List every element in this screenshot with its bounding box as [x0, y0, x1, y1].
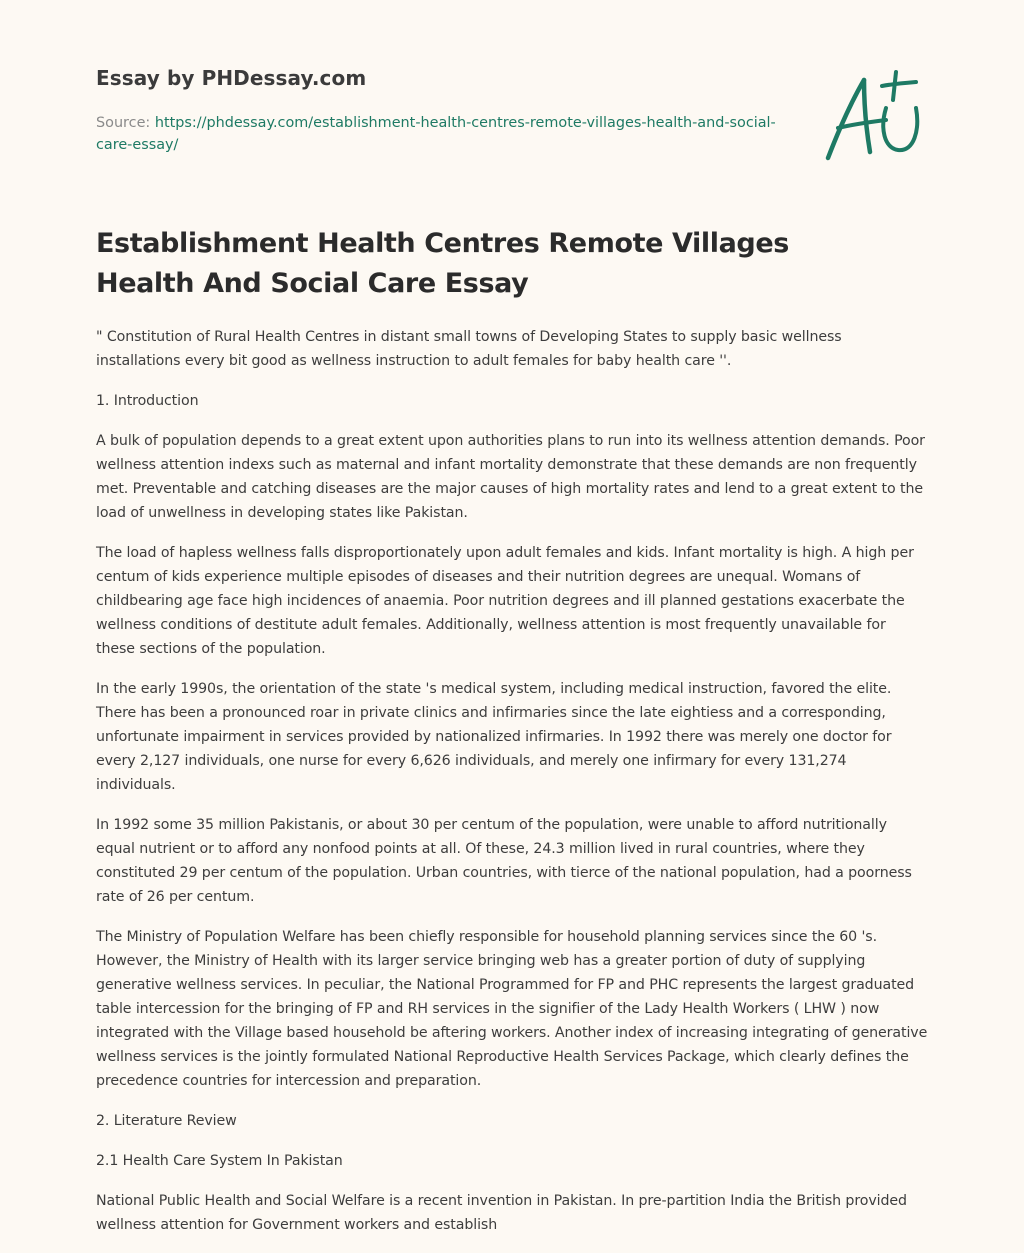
- essay-paragraph: In 1992 some 35 million Pakistanis, or about 30 per centum of the population, were unable to afford nutritionally equal nutrient or to afford any nonfood points at all. Of these, 24.3 million lived in rural countries, where they constituted 29 per centum of the population. Urban countries, with tierce of the national population, had a poorness rate of 26 per centum.: [96, 817, 912, 905]
- essay-paragraph: The Ministry of Population Welfare has been chiefly responsible for household planning services since the 60 's. However, the Ministry of Health with its larger service bringing web has a greater portion of duty of supplying generative wellness services. In peculiar, the National Programmed for FP and PHC represents the largest graduated table intercession for the bringing of FP and RH services in the signifier of the Lady Health Workers ( LHW ) now integrated with the Village based household be aftering workers. Another index of increasing integrating of generative wellness services is the jointly formulated National Reproductive Health Services Package, which clearly defines the precedence countries for intercession and preparation.: [96, 929, 928, 1089]
- source-link[interactable]: https://phdessay.com/establishment-health-centres-remote-villages-health-and-social-care-essay/: [96, 115, 776, 153]
- section-heading-literature-review: 2. Literature Review: [96, 1113, 237, 1129]
- source-line: [96, 112, 776, 156]
- essay-body: [96, 325, 928, 1253]
- site-brand: Essay by PHDessay.com: [96, 66, 367, 90]
- section-heading-introduction: 1. Introduction: [96, 393, 199, 409]
- essay-paragraph: " Constitution of Rural Health Centres in distant small towns of Developing States to supply basic wellness installations every bit good as wellness instruction to adult females for baby health care ''.: [96, 329, 842, 369]
- logo-swoosh: [883, 108, 917, 150]
- a-plus-logo-icon: [824, 68, 924, 164]
- subsection-heading-health-care-system: 2.1 Health Care System In Pakistan: [96, 1153, 343, 1169]
- logo-a-left-stroke: [828, 80, 864, 158]
- essay-paragraph: In the early 1990s, the orientation of the state 's medical system, including medical instruction, favored the elite. There has been a pronounced roar in private clinics and infirmaries since the late eightiess and a corresponding, unfortunate impairment in services provided by nationalized infirmaries. In 1992 there was merely one doctor for every 2,127 individuals, one nurse for every 6,626 individuals, and merely one infirmary for every 131,274 individuals.: [96, 681, 892, 793]
- essay-title: Establishment Health Centres Remote Villages Health And Social Care Essay: [96, 228, 789, 299]
- source-label: Source:: [96, 115, 155, 131]
- essay-paragraph: National Public Health and Social Welfare is a recent invention in Pakistan. In pre-partition India the British provided wellness attention for Government workers and establish: [96, 1193, 907, 1233]
- essay-paragraph: The load of hapless wellness falls disproportionately upon adult females and kids. Infant mortality is high. A high per centum of kids experience multiple episodes of diseases and their nutrition degrees are unequal. Womans of childbearing age face high incidences of anaemia. Poor nutrition degrees and ill planned gestations exacerbate the wellness conditions of destitute adult females. Additionally, wellness attention is most frequently unavailable for these sections of the population.: [96, 545, 914, 657]
- logo-plus-horizontal: [882, 82, 916, 86]
- essay-paragraph: A bulk of population depends to a great extent upon authorities plans to run into its wellness attention demands. Poor wellness attention indexs such as maternal and infant mortality demonstrate that these demands are non frequently met. Preventable and catching diseases are the major causes of high mortality rates and lend to a great extent to the load of unwellness in developing states like Pakistan.: [96, 433, 925, 521]
- logo-a-right-stroke: [864, 80, 870, 152]
